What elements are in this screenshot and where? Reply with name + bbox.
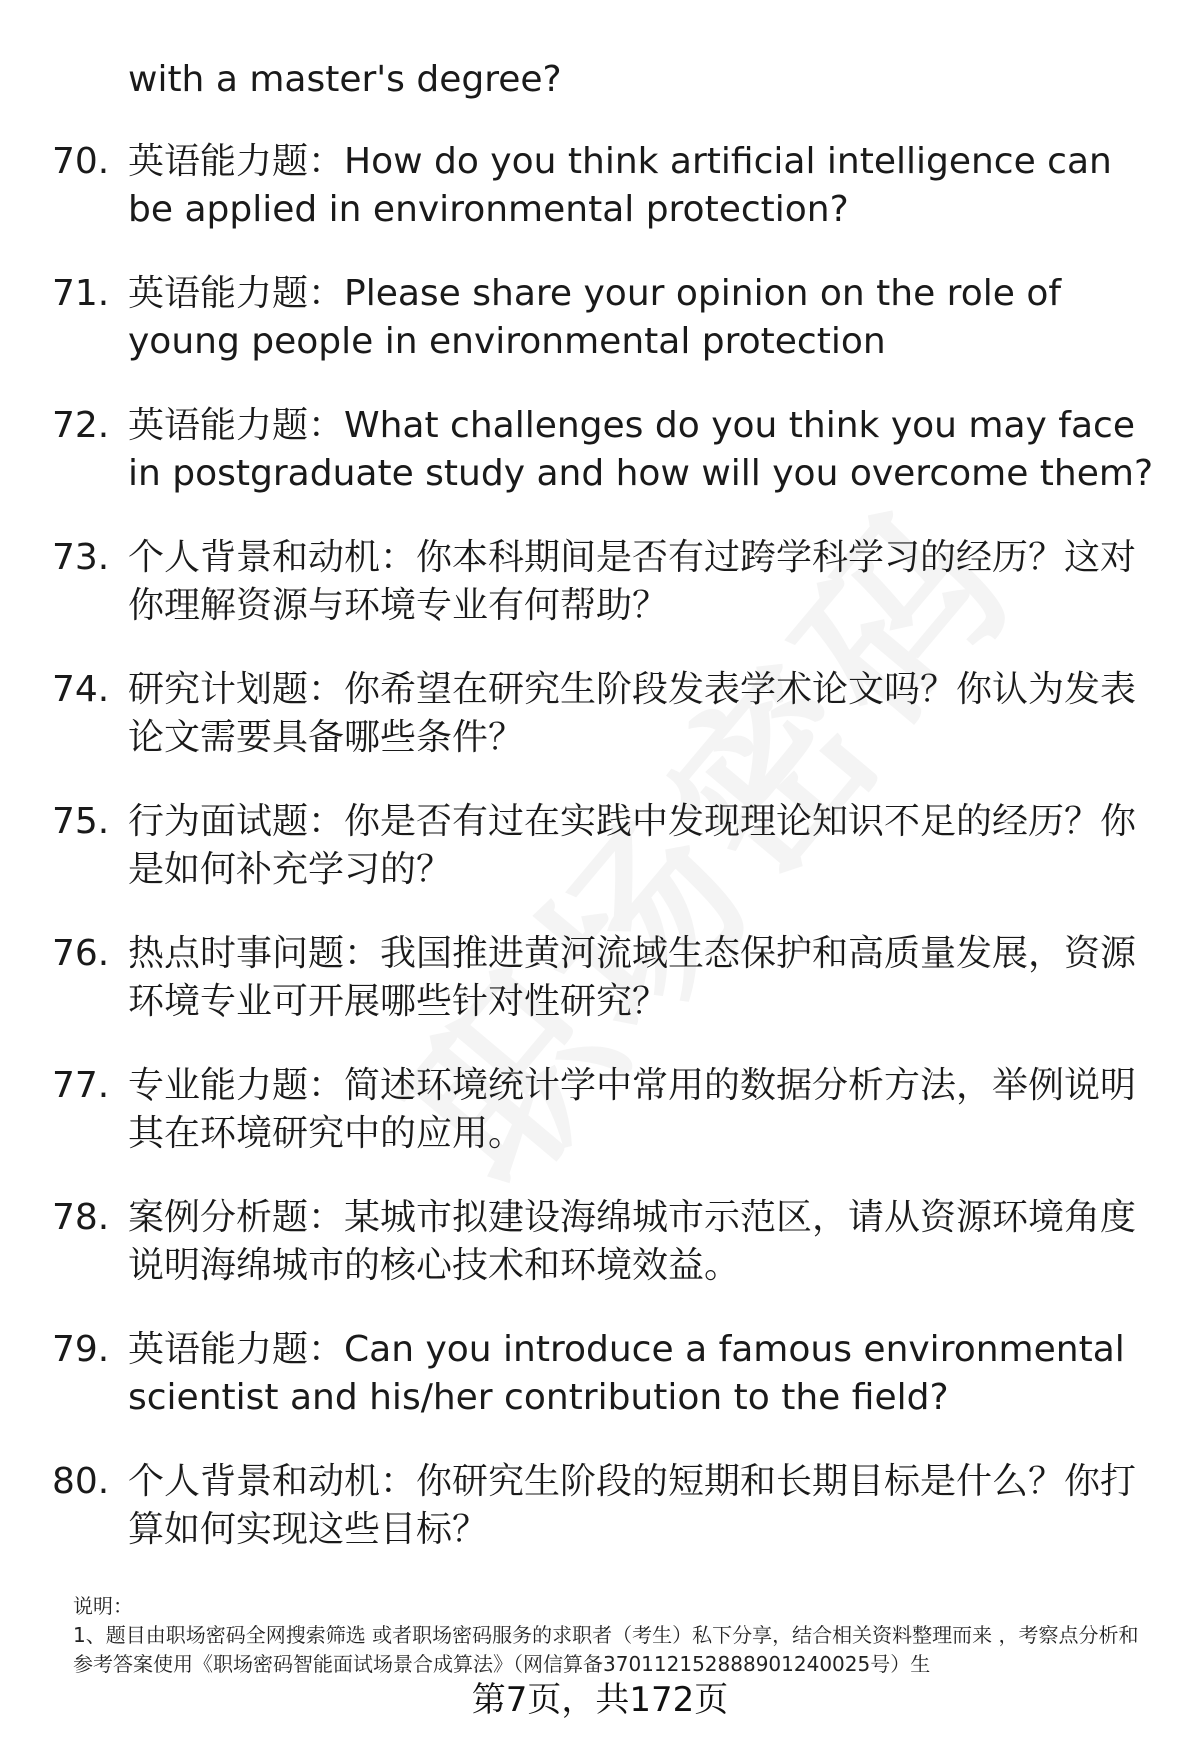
question-number: 77.	[52, 1065, 110, 1106]
question-text: 个人背景和动机：你研究生阶段的短期和长期目标是什么？你打算如何实现这些目标？	[128, 1461, 1137, 1550]
question-text: 热点时事问题：我国推进黄河流域生态保护和高质量发展，资源环境专业可开展哪些针对性研究？	[128, 933, 1137, 1022]
question-item-77	[0, 1062, 1200, 1158]
question-text: 英语能力题：What challenges do you think you may face in postgraduate study and how will you overcome them?	[128, 405, 1154, 494]
question-text: 个人背景和动机：你本科期间是否有过跨学科学习的经历？这对你理解资源与环境专业有何帮助？	[128, 537, 1137, 626]
question-text: with a master's degree?	[128, 59, 562, 100]
question-continuation	[0, 56, 1200, 104]
question-item-73	[0, 534, 1200, 630]
question-text: 行为面试题：你是否有过在实践中发现理论知识不足的经历？你是如何补充学习的？	[128, 801, 1137, 890]
question-item-72	[0, 402, 1200, 498]
notes-text: 1、题目由职场密码全网搜索筛选 或者职场密码服务的求职者（考生）私下分享，结合相关资料整理而来 ，考察点分析和参考答案使用《职场密码智能面试场景合成算法》（网信算备370112152888901240025号）生	[73, 1623, 1139, 1676]
question-number: 76.	[52, 933, 110, 974]
question-text: 研究计划题：你希望在研究生阶段发表学术论文吗？你认为发表论文需要具备哪些条件？	[128, 669, 1137, 758]
question-item-80	[0, 1458, 1200, 1554]
question-text: 专业能力题：简述环境统计学中常用的数据分析方法，举例说明其在环境研究中的应用。	[128, 1065, 1137, 1154]
question-text: 案例分析题：某城市拟建设海绵城市示范区，请从资源环境角度说明海绵城市的核心技术和环境效益。	[128, 1197, 1137, 1286]
question-number: 70.	[52, 141, 110, 182]
question-item-78	[0, 1194, 1200, 1290]
page-number: 第7页，共172页	[471, 1680, 729, 1720]
question-text: 英语能力题：Can you introduce a famous environmental scientist and his/her contribution to the field?	[128, 1329, 1125, 1418]
question-item-79	[0, 1326, 1200, 1422]
question-item-74	[0, 666, 1200, 762]
question-number: 74.	[52, 669, 110, 710]
question-list	[0, 56, 1200, 1590]
question-item-76	[0, 930, 1200, 1026]
question-text: 英语能力题：Please share your opinion on the role of young people in environmental protection	[128, 273, 1062, 362]
question-number: 80.	[52, 1461, 110, 1502]
question-item-70	[0, 138, 1200, 234]
question-number: 71.	[52, 273, 110, 314]
notes-section	[73, 1592, 1153, 1679]
question-number: 75.	[52, 801, 110, 842]
question-text: 英语能力题：How do you think artificial intelligence can be applied in environmental protection?	[128, 141, 1112, 230]
question-number: 78.	[52, 1197, 110, 1238]
question-item-71	[0, 270, 1200, 366]
question-number: 72.	[52, 405, 110, 446]
question-number: 73.	[52, 537, 110, 578]
question-number: 79.	[52, 1329, 110, 1370]
question-item-75	[0, 798, 1200, 894]
notes-title: 说明：	[73, 1594, 133, 1618]
